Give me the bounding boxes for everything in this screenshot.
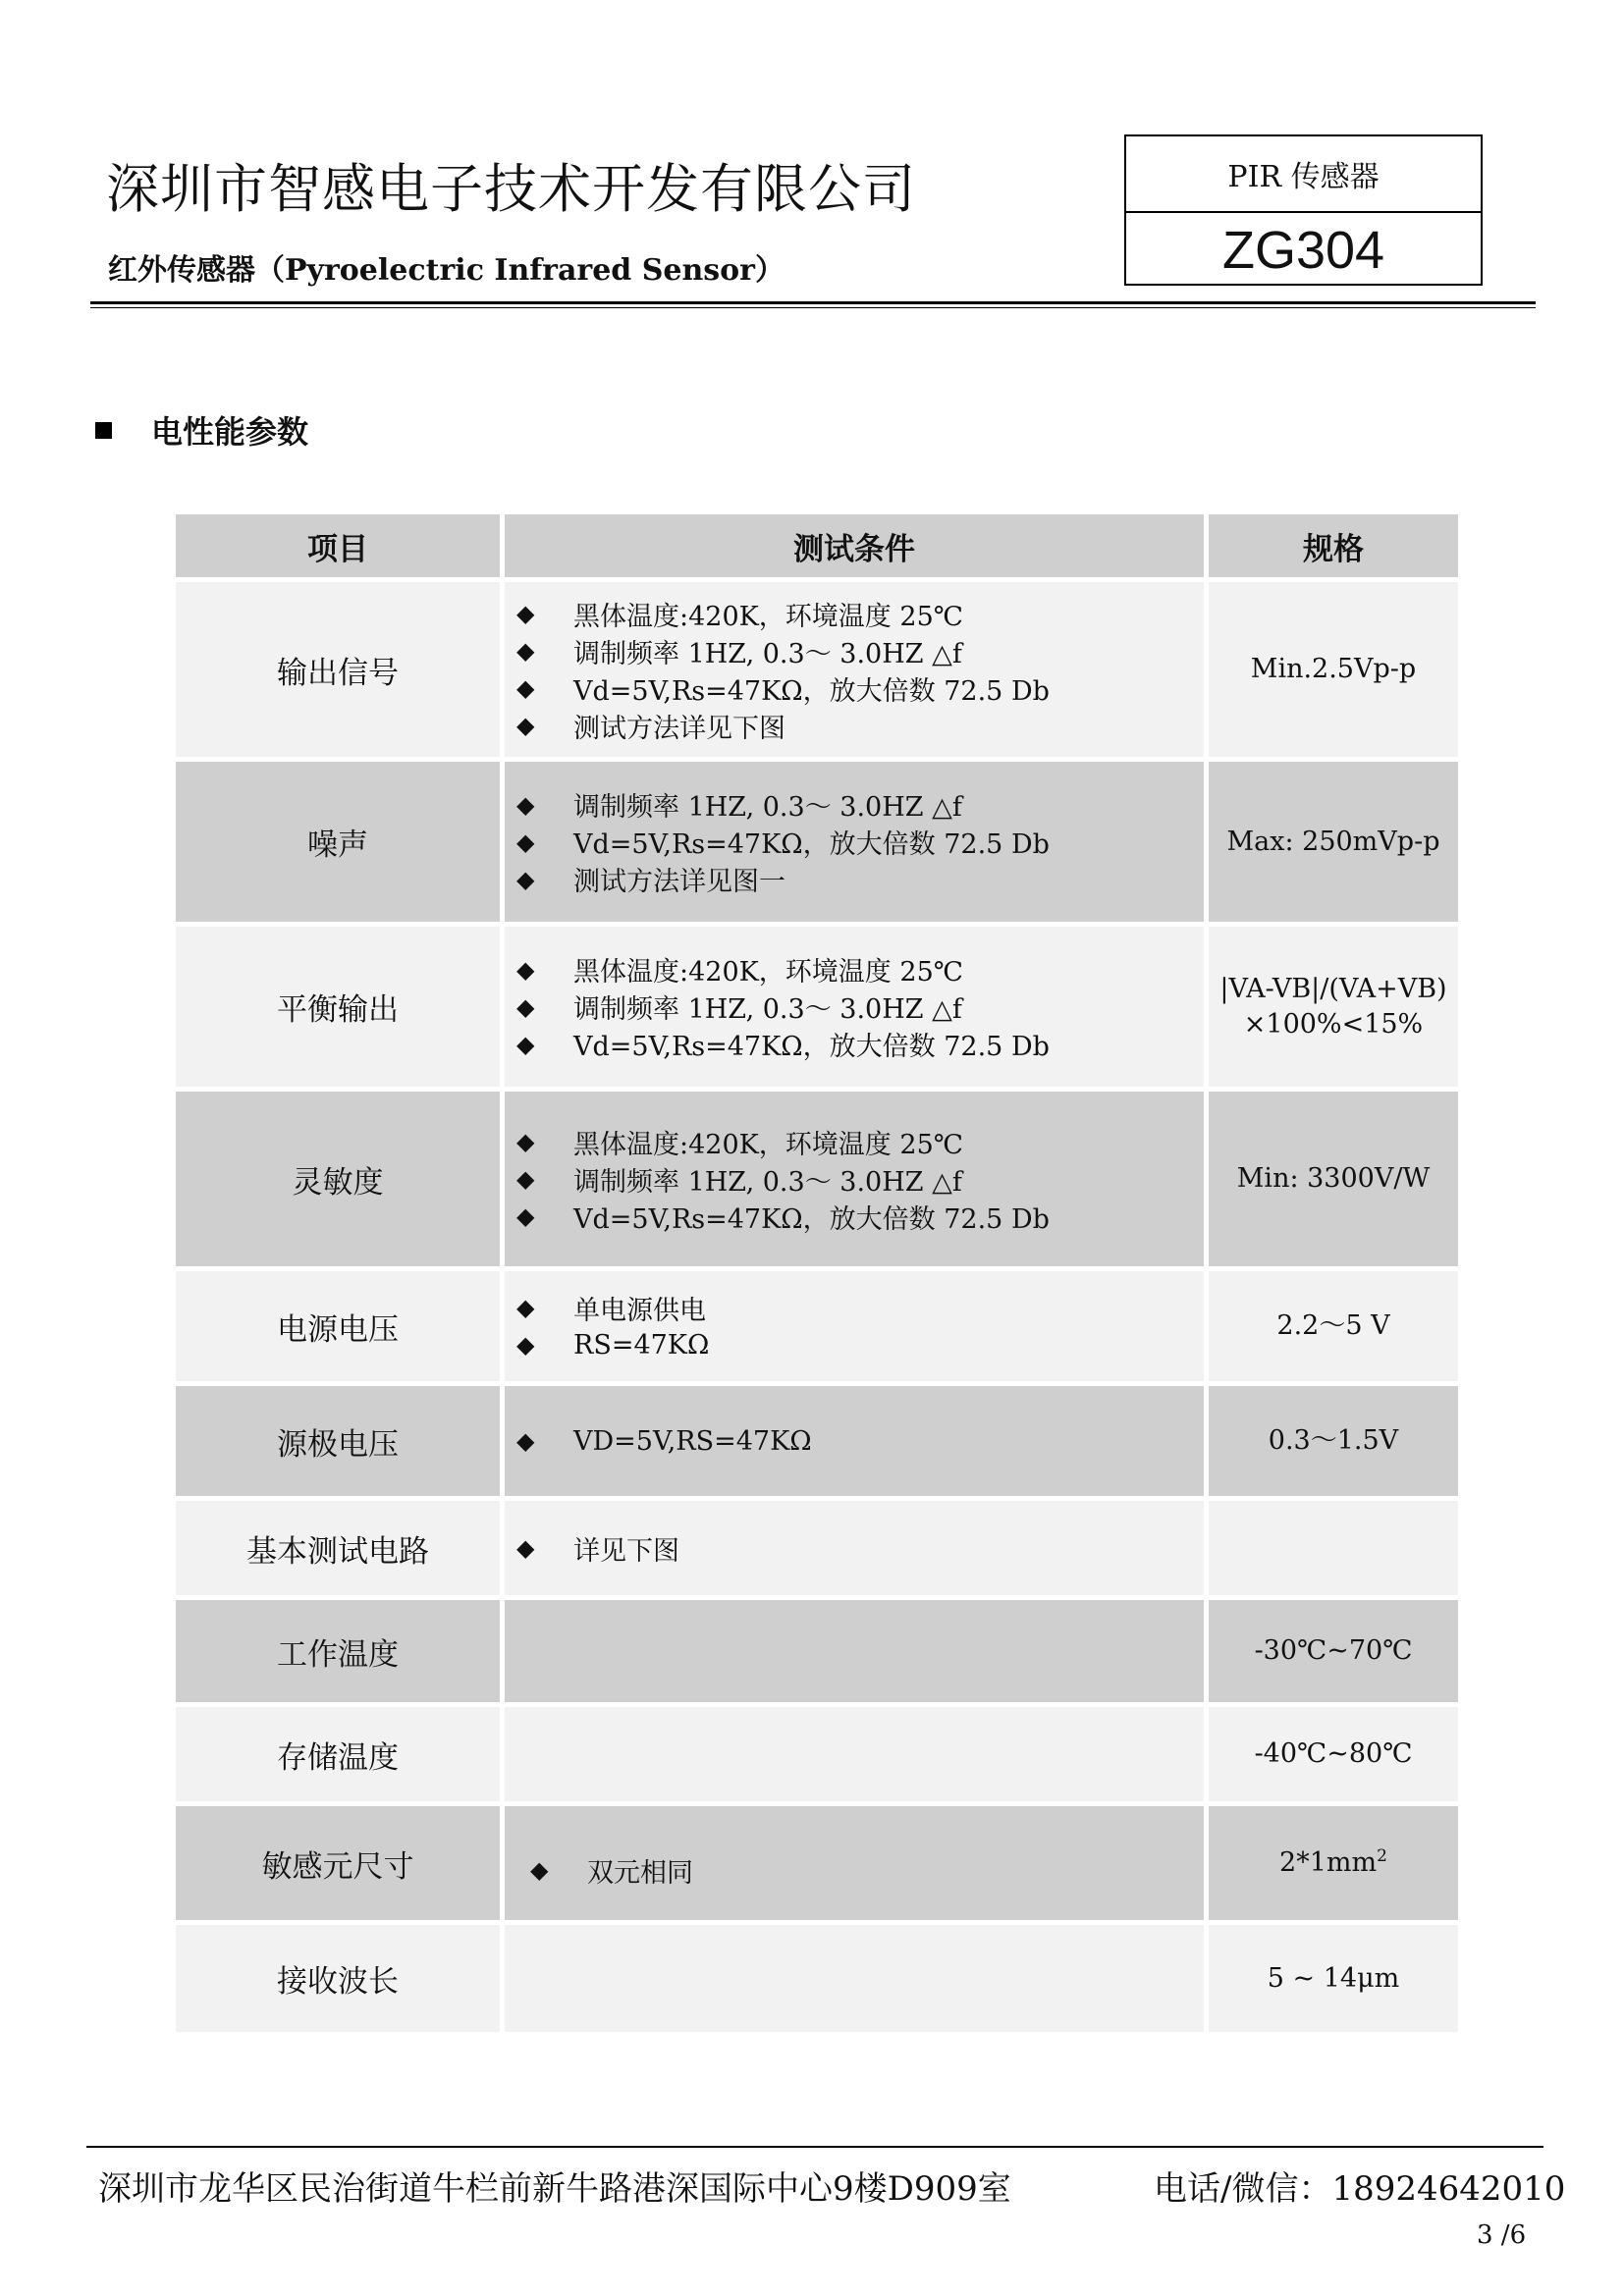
condition-text: 详见下图 <box>573 1535 679 1567</box>
diamond-bullet-icon: ◆ <box>516 865 535 893</box>
condition-item <box>516 1160 1204 1198</box>
condition-item <box>516 1289 1204 1326</box>
column-header-conditions: 测试条件 <box>505 514 1204 577</box>
condition-item <box>516 861 1204 898</box>
table-row <box>176 1925 1458 2032</box>
row-conditions <box>505 762 1204 922</box>
condition-text: 测试方法详见下图 <box>573 713 785 744</box>
condition-item <box>516 1123 1204 1160</box>
row-conditions <box>505 1271 1204 1381</box>
square-bullet-icon <box>95 422 112 439</box>
row-spec: Min: 3300V/W <box>1209 1092 1458 1266</box>
spec-superscript: 2 <box>1377 1846 1387 1867</box>
company-name: 深圳市智感电子技术开发有限公司 <box>106 158 916 220</box>
condition-item <box>516 595 1204 632</box>
condition-item <box>516 669 1204 707</box>
row-item: 接收波长 <box>176 1925 500 2032</box>
row-conditions <box>505 1600 1204 1702</box>
condition-text: 调制频率 1HZ, 0.3～ 3.0HZ △f <box>573 638 962 669</box>
table-row <box>176 1092 1458 1266</box>
condition-text: Vd=5V,Rs=47KΩ，放大倍数 72.5 Db <box>573 829 1050 860</box>
row-spec: -30℃~70℃ <box>1209 1600 1458 1702</box>
condition-item <box>516 1422 1204 1460</box>
column-header-item: 项目 <box>176 514 500 577</box>
diamond-bullet-icon: ◆ <box>516 712 535 739</box>
condition-item <box>516 1026 1204 1063</box>
row-item: 噪声 <box>176 762 500 922</box>
row-spec: Max: 250mVp-p <box>1209 762 1458 922</box>
table-row <box>176 762 1458 922</box>
row-conditions <box>505 1386 1204 1496</box>
condition-item <box>516 1198 1204 1235</box>
row-conditions <box>505 1501 1204 1595</box>
row-item: 电源电压 <box>176 1271 500 1381</box>
condition-text: 调制频率 1HZ, 0.3～ 3.0HZ △f <box>573 994 962 1025</box>
row-conditions <box>505 1925 1204 2032</box>
diamond-bullet-icon: ◆ <box>516 1202 535 1230</box>
condition-text: VD=5V,RS=47KΩ <box>573 1425 812 1457</box>
condition-text: Vd=5V,Rs=47KΩ，放大倍数 72.5 Db <box>573 1203 1050 1235</box>
header-divider <box>90 301 1536 304</box>
diamond-bullet-icon: ◆ <box>516 790 535 819</box>
condition-item <box>516 632 1204 669</box>
row-item: 工作温度 <box>176 1600 500 1702</box>
diamond-bullet-icon: ◆ <box>516 828 535 856</box>
condition-item <box>516 786 1204 824</box>
document-subtitle: 红外传感器（Pyroelectric Infrared Sensor） <box>108 253 785 288</box>
table-row <box>176 1707 1458 1801</box>
section-heading <box>95 407 308 453</box>
condition-item <box>516 707 1204 744</box>
row-spec: Min.2.5Vp-p <box>1209 582 1458 757</box>
spec-line: ×100%<15% <box>1243 1008 1424 1040</box>
footer-divider <box>86 2146 1543 2148</box>
condition-item <box>516 951 1204 988</box>
footer-address: 深圳市龙华区民治街道牛栏前新牛路港深国际中心9楼D909室 <box>98 2169 1011 2209</box>
diamond-bullet-icon: ◆ <box>516 1331 535 1359</box>
row-spec: 2.2～5 V <box>1209 1271 1458 1381</box>
electrical-parameters-table <box>171 509 1463 2037</box>
condition-text: 调制频率 1HZ, 0.3～ 3.0HZ △f <box>573 792 962 823</box>
condition-text: 双元相同 <box>587 1857 693 1889</box>
section-title: 电性能参数 <box>151 413 309 451</box>
condition-text: 黑体温度:420K，环境温度 25℃ <box>573 601 963 632</box>
row-spec <box>1209 1806 1458 1920</box>
diamond-bullet-icon: ◆ <box>516 637 535 665</box>
condition-text: RS=47KΩ <box>573 1329 710 1361</box>
diamond-bullet-icon: ◆ <box>516 674 535 702</box>
table-row <box>176 1386 1458 1496</box>
product-category: PIR 传感器 <box>1126 136 1481 213</box>
condition-text: 测试方法详见图一 <box>573 867 785 897</box>
row-spec: 0.3～1.5V <box>1209 1386 1458 1496</box>
diamond-bullet-icon: ◆ <box>516 1165 535 1193</box>
table-row <box>176 582 1458 757</box>
condition-text: 黑体温度:420K，环境温度 25℃ <box>573 1129 963 1160</box>
table-row <box>176 1806 1458 1920</box>
diamond-bullet-icon: ◆ <box>516 1427 535 1455</box>
diamond-bullet-icon: ◆ <box>516 1294 535 1321</box>
condition-text: Vd=5V,Rs=47KΩ，放大倍数 72.5 Db <box>573 1032 1050 1062</box>
diamond-bullet-icon: ◆ <box>516 600 535 627</box>
diamond-bullet-icon: ◆ <box>516 992 535 1021</box>
condition-text: 黑体温度:420K，环境温度 25℃ <box>573 957 963 988</box>
condition-item <box>516 1326 1204 1363</box>
row-item: 敏感元尺寸 <box>176 1806 500 1920</box>
diamond-bullet-icon: ◆ <box>516 1534 535 1562</box>
condition-item <box>516 824 1204 861</box>
diamond-bullet-icon: ◆ <box>516 1030 535 1058</box>
row-item: 基本测试电路 <box>176 1501 500 1595</box>
row-item: 平衡输出 <box>176 927 500 1087</box>
row-spec <box>1209 1501 1458 1595</box>
condition-text: 调制频率 1HZ, 0.3～ 3.0HZ △f <box>573 1166 962 1198</box>
table-row <box>176 1501 1458 1595</box>
spec-value: 2*1mm <box>1279 1847 1378 1879</box>
table-header-row <box>176 514 1458 577</box>
footer-phone: 电话/微信：18924642010 <box>1154 2169 1566 2209</box>
row-spec: -40℃~80℃ <box>1209 1707 1458 1801</box>
diamond-bullet-icon: ◆ <box>516 955 535 984</box>
condition-item <box>530 1851 1204 1889</box>
condition-text: 单电源供电 <box>573 1295 706 1326</box>
header-divider-thin <box>90 307 1536 308</box>
row-item: 存储温度 <box>176 1707 500 1801</box>
column-header-spec: 规格 <box>1209 514 1458 577</box>
page-number: 3 /6 <box>1477 2220 1527 2250</box>
row-conditions <box>505 1707 1204 1801</box>
row-spec <box>1209 927 1458 1087</box>
diamond-bullet-icon: ◆ <box>516 1128 535 1155</box>
row-spec: 5 ~ 14μm <box>1209 1925 1458 2032</box>
condition-item <box>516 1529 1204 1567</box>
product-model: ZG304 <box>1221 221 1385 280</box>
spec-line: |VA-VB|/(VA+VB) <box>1219 974 1447 1005</box>
row-conditions <box>505 1092 1204 1266</box>
table-row <box>176 1271 1458 1381</box>
row-conditions <box>505 927 1204 1087</box>
table-row <box>176 927 1458 1087</box>
condition-item <box>516 988 1204 1026</box>
row-conditions <box>505 582 1204 757</box>
condition-text: Vd=5V,Rs=47KΩ，放大倍数 72.5 Db <box>573 675 1050 707</box>
product-id-box <box>1124 134 1483 286</box>
row-item: 灵敏度 <box>176 1092 500 1266</box>
row-item: 输出信号 <box>176 582 500 757</box>
diamond-bullet-icon: ◆ <box>530 1856 549 1884</box>
table-row <box>176 1600 1458 1702</box>
row-conditions <box>505 1806 1204 1920</box>
row-item: 源极电压 <box>176 1386 500 1496</box>
